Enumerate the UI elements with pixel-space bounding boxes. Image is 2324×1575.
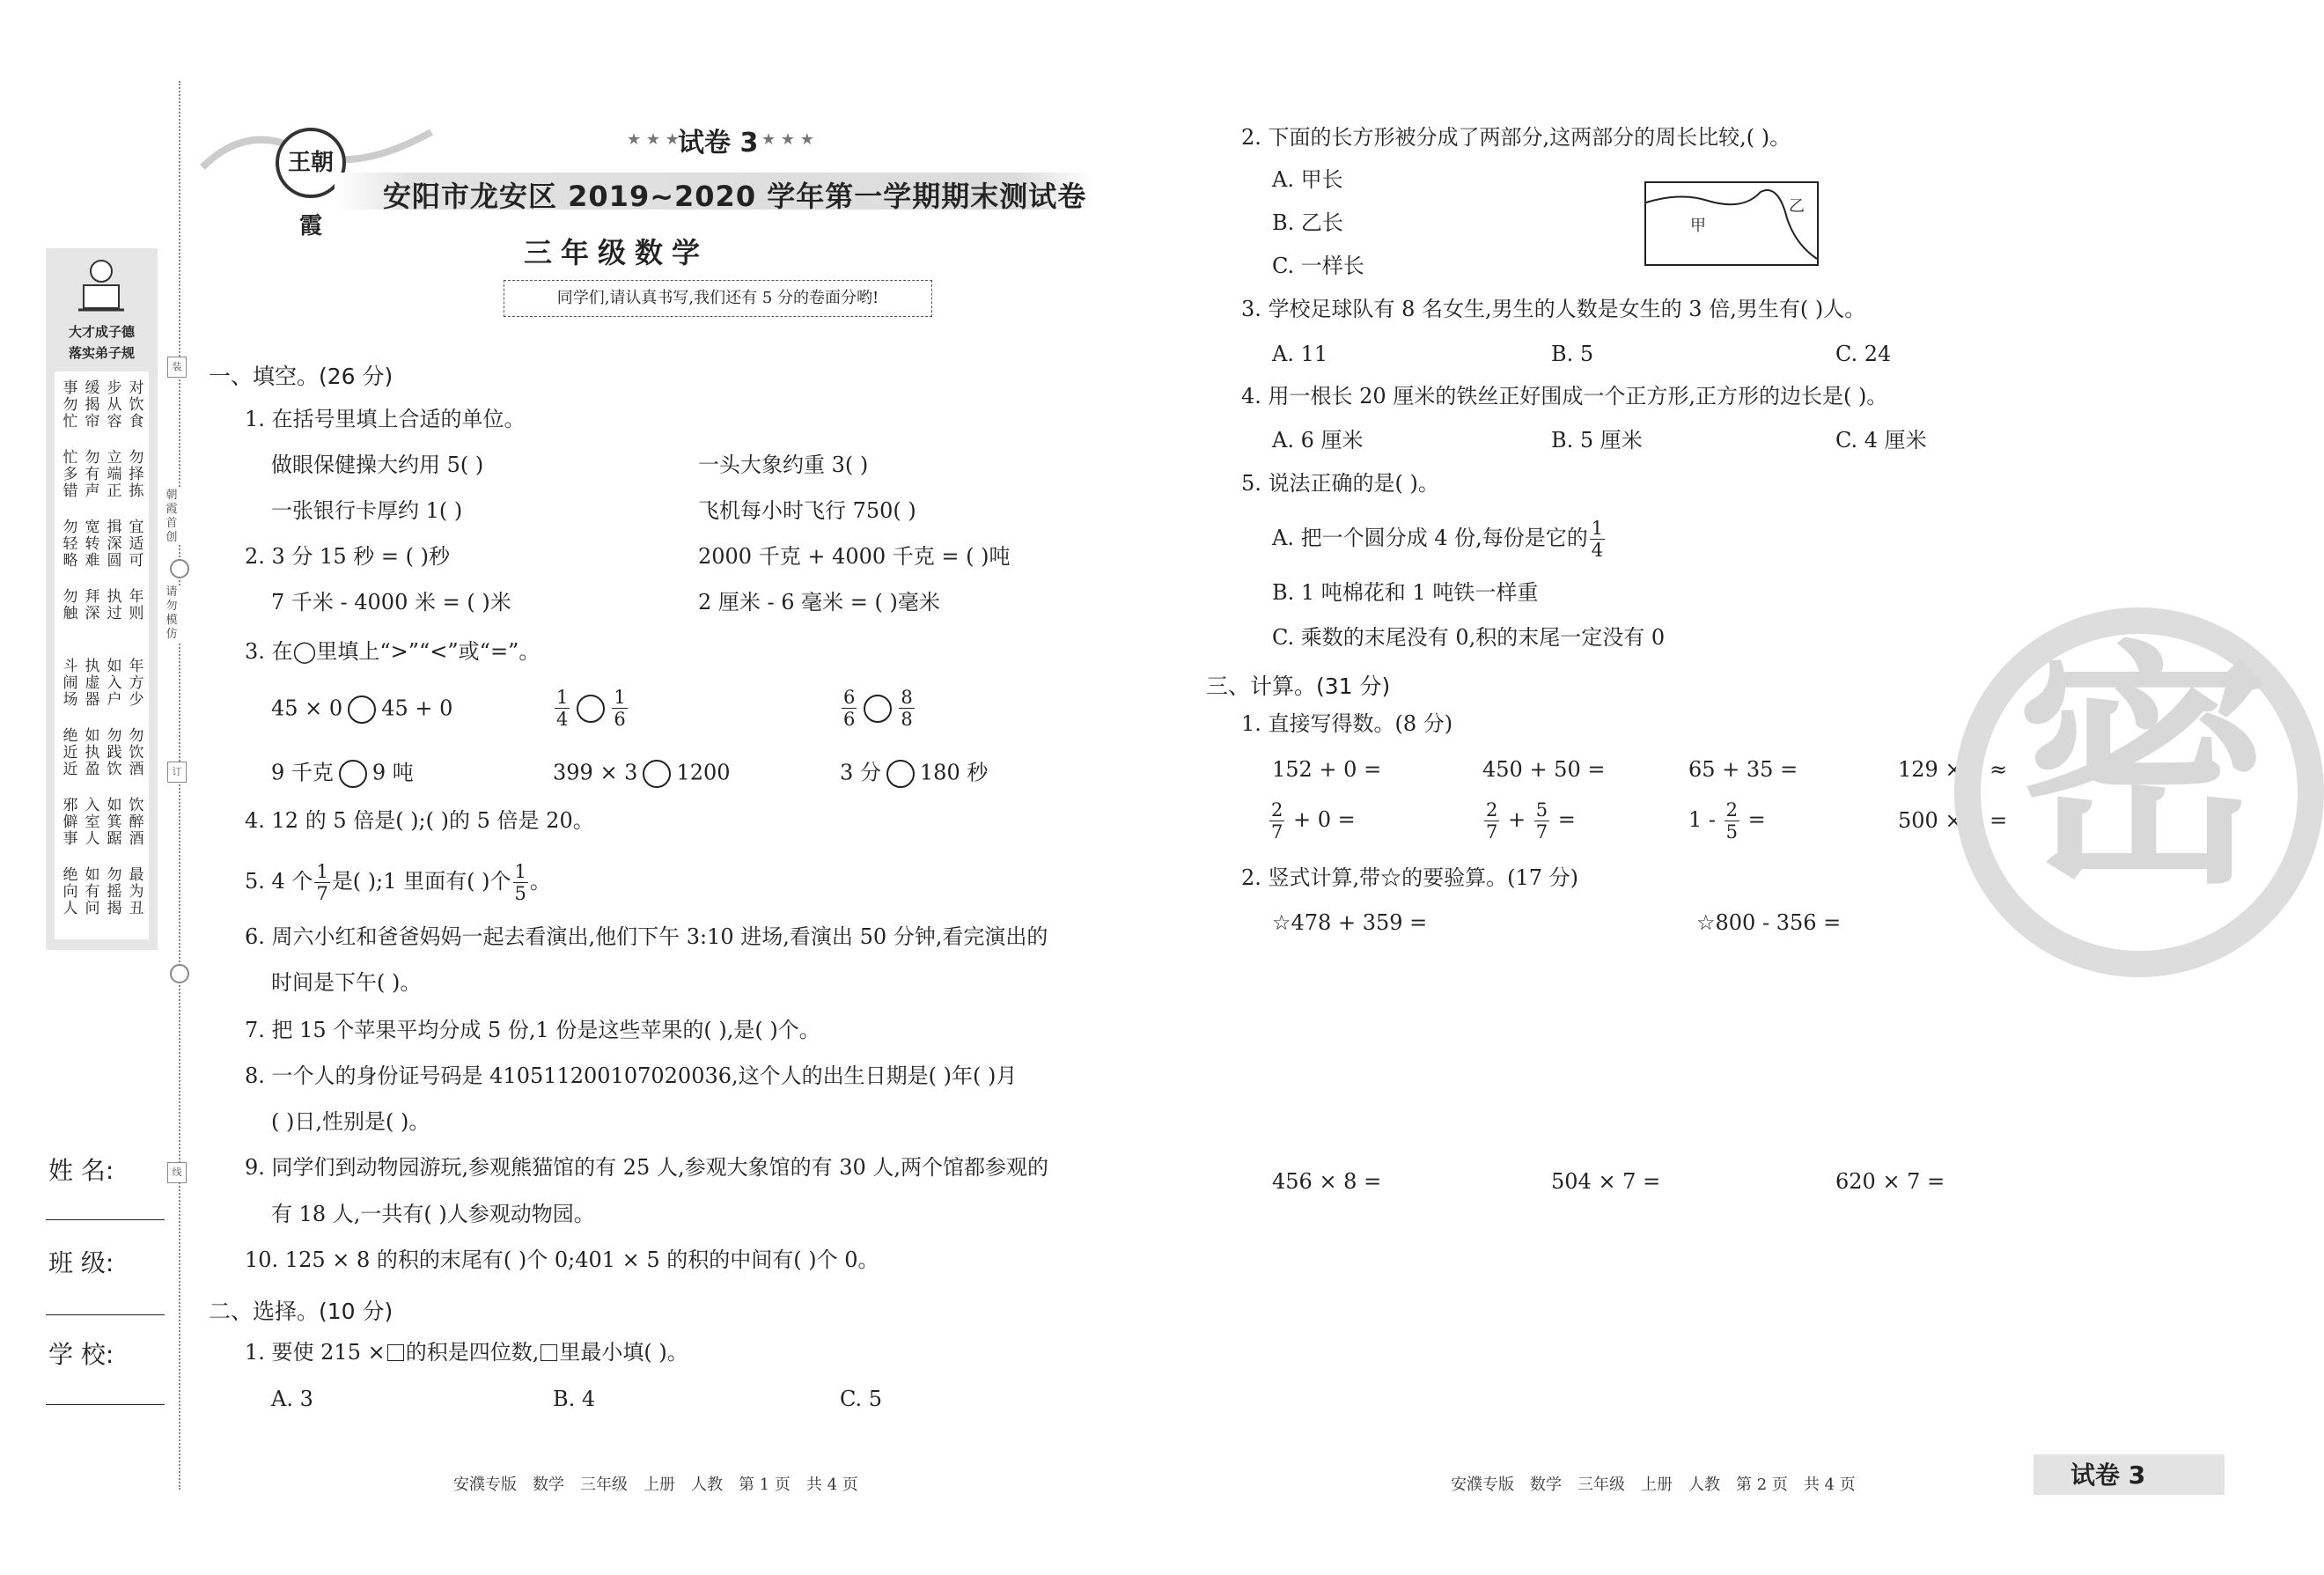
verse-column: 饮醉酒 — [129, 797, 144, 848]
sidebar-motto-panel — [46, 248, 158, 950]
q2-4: 4. 用一根长 20 厘米的铁丝正好围成一个正方形,正方形的边长是( )。 — [1241, 384, 1888, 408]
verse-column: 宽转难 — [85, 519, 100, 570]
binding-label-2: 请勿模仿 — [162, 585, 181, 642]
q1-7: 7. 把 15 个苹果平均分成 5 份,1 份是这些苹果的( ),是( )个。 — [245, 1018, 820, 1042]
exam-title: 安阳市龙安区 2019~2020 学年第一学期期末测试卷 — [383, 180, 1087, 213]
q2-3-option-a[interactable]: A. 11 — [1272, 342, 1328, 366]
compare-circle[interactable] — [577, 695, 605, 723]
compare-circle[interactable] — [864, 695, 892, 723]
compare-circle[interactable] — [339, 760, 367, 788]
footer-left: 安濮专版 数学 三年级 上册 人教 第 1 页 共 4 页 — [453, 1476, 858, 1494]
q1-3: 3. 在◯里填上“>”“<”或“=”。 — [245, 639, 541, 664]
binding-label-1: 朝霞首创 — [162, 489, 181, 545]
class-field[interactable] — [46, 1314, 165, 1315]
calc-6: $\frac{2}{7}$ + $\frac{5}{7}$ = — [1486, 799, 1576, 843]
footer-tag: 试卷 3 — [2070, 1461, 2146, 1490]
calc-5: $\frac{2}{7}$ + 0 = — [1271, 799, 1356, 843]
q1-1d: 飞机每小时飞行 750( ) — [698, 498, 916, 523]
motto-line-2: 落实弟子规 — [68, 345, 135, 361]
stars-left: ★ ★ ★ — [627, 130, 680, 149]
class-label: 班 级: — [48, 1248, 114, 1277]
q2-3-option-c[interactable]: C. 24 — [1835, 342, 1892, 366]
q1-9a: 9. 同学们到动物园游玩,参观熊猫馆的有 25 人,参观大象馆的有 30 人,两个馆都参观的 — [245, 1155, 1049, 1180]
calc-8: 500 × 4 = — [1898, 808, 2008, 833]
q1-3f: 3 分 180 秒 — [840, 760, 988, 788]
verse-column: 勿择拣 — [129, 449, 144, 500]
q1-1a: 做眼保健操大约用 5( ) — [271, 453, 484, 477]
vertical-calc-2: ☆800 - 356 = — [1696, 910, 1842, 935]
q1-3b: $\frac{1}{4}$ $\frac{1}{6}$ — [556, 687, 626, 731]
q1-3c: $\frac{6}{6}$ $\frac{8}{8}$ — [843, 687, 913, 731]
q2-2: 2. 下面的长方形被分成了两部分,这两部分的周长比较,( )。 — [1241, 125, 1791, 150]
verse-column: 如箕踞 — [107, 797, 122, 848]
q3-1: 1. 直接写得数。(8 分) — [1241, 711, 1453, 736]
q1-2a: 2. 3 分 15 秒 = ( )秒 — [245, 544, 450, 569]
verse-column: 缓揭帘 — [85, 379, 100, 431]
q2-5: 5. 说法正确的是( )。 — [1241, 471, 1439, 496]
verse-column: 对饮食 — [129, 379, 144, 431]
verse-column: 绝近近 — [63, 727, 78, 778]
q1-1b: 一头大象约重 3( ) — [698, 453, 869, 477]
q2-2-option-b[interactable]: B. 乙长 — [1272, 210, 1343, 235]
binding-ring-icon — [170, 559, 189, 578]
school-label: 学 校: — [48, 1340, 114, 1369]
section2-heading: 二、选择。(10 分) — [209, 1299, 393, 1324]
verse-column: 如有问 — [85, 866, 100, 917]
binding-ring-icon — [170, 964, 189, 983]
figure-label-jia: 甲 — [1690, 217, 1706, 235]
verse-column: 执虚器 — [85, 658, 100, 709]
calc-3: 65 + 35 = — [1688, 757, 1798, 782]
verse-column: 年则 — [129, 588, 144, 622]
q1-3d: 9 千克 9 吨 — [271, 760, 414, 788]
binding-dotted-line — [179, 81, 180, 1490]
q1-8b: ( )日,性别是( )。 — [271, 1109, 430, 1134]
vertical-calc-5: 620 × 7 = — [1835, 1169, 1945, 1194]
q1-9b: 有 18 人,一共有( )人参观动物园。 — [271, 1202, 595, 1226]
neatness-notice: 同学们,请认真书写,我们还有 5 分的卷面分哟! — [504, 280, 932, 317]
verse-column: 事勿忙 — [63, 379, 78, 431]
verse-column: 立端正 — [107, 449, 122, 500]
q2-4-option-a[interactable]: A. 6 厘米 — [1272, 428, 1364, 453]
verse-column: 入室人 — [85, 797, 100, 848]
exam-subtitle: 三年级数学 — [523, 236, 709, 269]
verse-column: 如入户 — [107, 658, 122, 709]
verse-column: 执过 — [107, 588, 122, 622]
q1-3a: 45 × 0 45 + 0 — [271, 696, 452, 724]
q2-4-option-c[interactable]: C. 4 厘米 — [1835, 428, 1927, 453]
verse-column: 拜深 — [85, 588, 100, 622]
school-field[interactable] — [46, 1404, 165, 1405]
verse-column: 年方少 — [129, 658, 144, 709]
calc-1: 152 + 0 = — [1272, 757, 1382, 782]
binding-box-zhuang: 装 — [167, 357, 187, 378]
q2-3-option-b[interactable]: B. 5 — [1551, 342, 1594, 366]
vertical-calc-1: ☆478 + 359 = — [1272, 910, 1428, 935]
verse-column: 勿践饮 — [107, 727, 122, 778]
q3-2: 2. 竖式计算,带☆的要验算。(17 分) — [1241, 865, 1579, 890]
section1-heading: 一、填空。(26 分) — [209, 364, 393, 389]
dizigui-verses — [55, 372, 149, 939]
q2-1-option-c[interactable]: C. 5 — [840, 1387, 883, 1411]
q1-6b: 时间是下午( )。 — [271, 970, 422, 995]
verse-column: 忙多错 — [63, 449, 78, 500]
compare-circle[interactable] — [348, 696, 376, 724]
vertical-calc-3: 456 × 8 = — [1272, 1169, 1382, 1194]
q1-4: 4. 12 的 5 倍是( );( )的 5 倍是 20。 — [245, 808, 594, 833]
motto-line-1: 大才成子德 — [68, 324, 135, 340]
verse-column: 如执盈 — [85, 727, 100, 778]
verse-column: 勿摇揭 — [107, 866, 122, 917]
verse-column: 邪僻事 — [63, 797, 78, 848]
q1-5: 5. 4 个 $\frac{1}{7}$ 是( );1 里面有( )个 $\frac{1}{5}$ 。 — [245, 861, 551, 905]
name-label: 姓 名: — [48, 1156, 114, 1185]
section3-heading: 三、计算。(31 分) — [1206, 673, 1391, 699]
q1-1: 1. 在括号里填上合适的单位。 — [245, 407, 526, 431]
calc-7: 1 - $\frac{2}{5}$ = — [1688, 799, 1766, 843]
compare-circle[interactable] — [886, 760, 915, 788]
verse-column: 勿饮酒 — [129, 727, 144, 778]
stars-right: ★ ★ ★ — [761, 130, 814, 149]
q2-1-option-b[interactable]: B. 4 — [553, 1387, 596, 1411]
q2-1-option-a[interactable]: A. 3 — [271, 1387, 313, 1411]
q1-2d: 2 厘米 - 6 毫米 = ( )毫米 — [698, 590, 940, 615]
binding-box-xian: 线 — [167, 1162, 187, 1183]
q1-10: 10. 125 × 8 的积的末尾有( )个 0;401 × 5 的积的中间有( )个 0。 — [245, 1247, 879, 1272]
q2-2-option-a[interactable]: A. 甲长 — [1272, 167, 1343, 192]
q2-4-option-b[interactable]: B. 5 厘米 — [1551, 428, 1643, 453]
verse-column: 最为丑 — [129, 866, 144, 917]
verse-column: 勿有声 — [85, 449, 100, 500]
name-field[interactable] — [46, 1219, 165, 1220]
brand-logo: 王朝霞 — [276, 128, 346, 198]
q1-2c: 7 千米 - 4000 米 = ( )米 — [271, 590, 511, 615]
q2-1: 1. 要使 215 × 的积是四位数, 里最小填( )。 — [245, 1340, 688, 1365]
calc-4: 129 × 3 ≈ — [1898, 757, 2008, 782]
binding-box-ding: 订 — [167, 762, 187, 783]
figure-label-yi: 乙 — [1789, 197, 1805, 216]
verse-column: 勿轻略 — [63, 519, 78, 570]
secret-watermark-char: 密 — [2016, 622, 2271, 918]
calc-2: 450 + 50 = — [1482, 757, 1606, 782]
verse-column: 斗闹场 — [63, 658, 78, 709]
q2-3: 3. 学校足球队有 8 名女生,男生的人数是女生的 3 倍,男生有( )人。 — [1241, 297, 1866, 321]
q1-1c: 一张银行卡厚约 1( ) — [271, 498, 463, 523]
q1-8a: 8. 一个人的身份证号码是 410511200107020036,这个人的出生日期是( )年( )月 — [245, 1063, 1018, 1088]
verse-column: 勿触 — [63, 588, 78, 622]
divided-rectangle-figure — [1644, 181, 1819, 266]
verse-column: 宜适可 — [129, 519, 144, 570]
q1-3e: 399 × 3 1200 — [553, 760, 731, 788]
verse-column: 步从容 — [107, 379, 122, 431]
verse-column: 绝向人 — [63, 866, 78, 917]
vertical-calc-4: 504 × 7 = — [1551, 1169, 1661, 1194]
blank-square — [387, 1344, 404, 1361]
verse-column: 揖深圆 — [107, 519, 122, 570]
series-label: 试卷 3 — [678, 128, 759, 158]
q1-2b: 2000 千克 + 4000 千克 = ( )吨 — [698, 544, 1011, 569]
compare-circle[interactable] — [643, 760, 671, 788]
blank-square — [541, 1344, 557, 1361]
q1-6a: 6. 周六小红和爸爸妈妈一起去看演出,他们下午 3:10 进场,看演出 50 分钟,看完演出的 — [245, 924, 1048, 949]
q2-5-option-b[interactable]: B. 1 吨棉花和 1 吨铁一样重 — [1272, 580, 1539, 605]
q2-5-option-c[interactable]: C. 乘数的末尾没有 0,积的末尾一定没有 0 — [1272, 625, 1666, 650]
footer-right: 安濮专版 数学 三年级 上册 人教 第 2 页 共 4 页 — [1451, 1476, 1856, 1494]
q2-2-option-c[interactable]: C. 一样长 — [1272, 254, 1364, 278]
q2-5-option-a[interactable]: A. 把一个圆分成 4 份,每份是它的 $\frac{1}{4}$ — [1272, 518, 1604, 562]
